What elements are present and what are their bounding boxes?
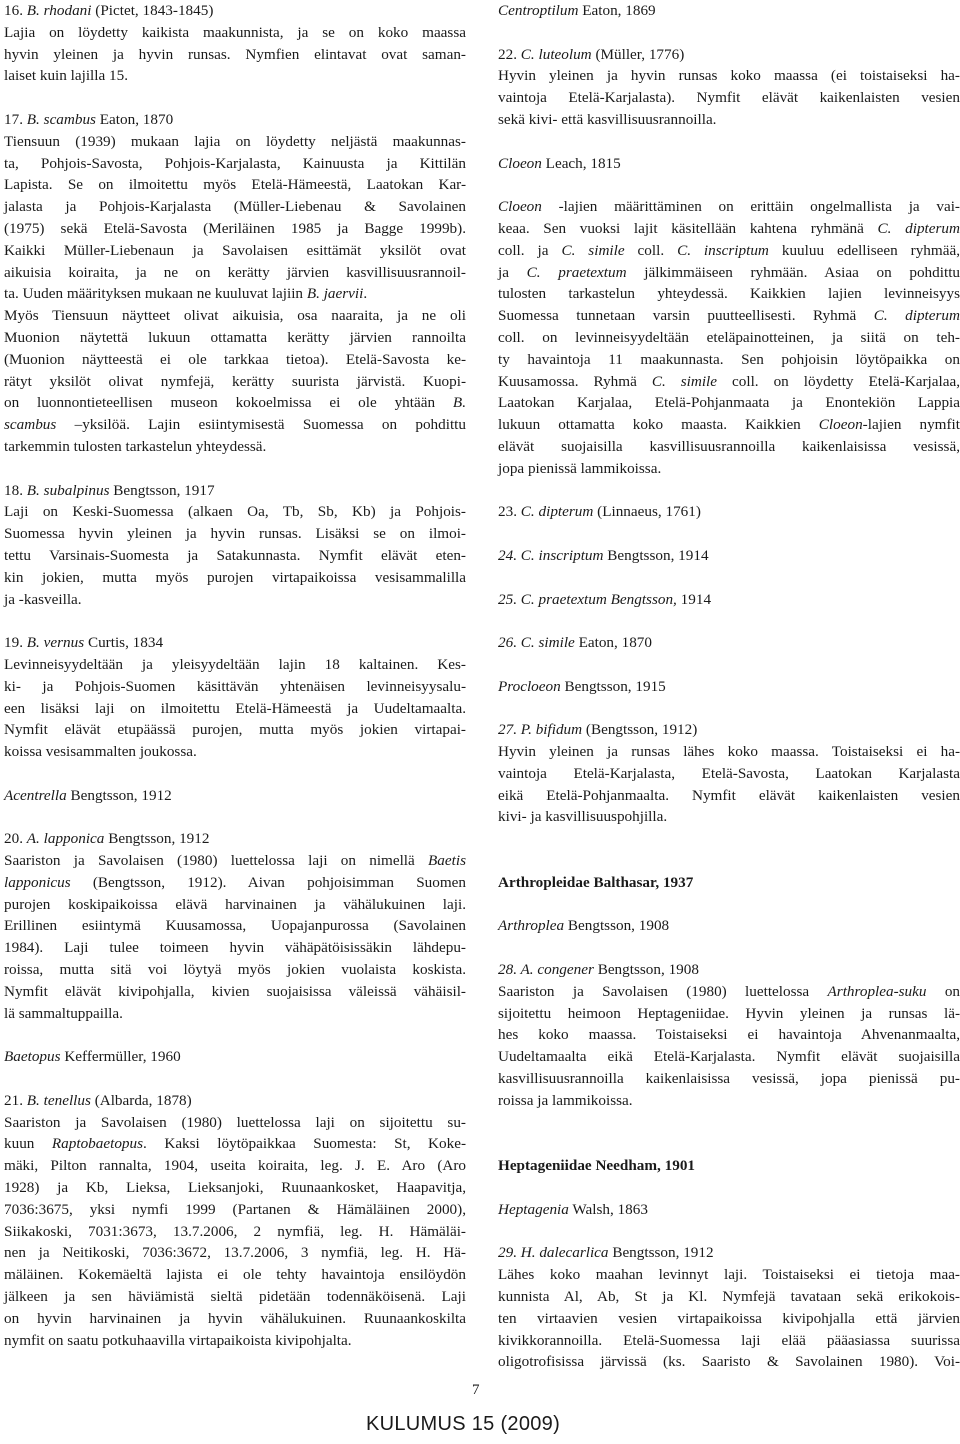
text-line: purojen koskipaikoissa elävä harvinainen ja vähälukuinen laji. <box>4 895 466 913</box>
text-line: ki- ja Pohjois-Suomen käsittävän yhtenäisen levinneisyysalu- <box>4 677 466 695</box>
paragraph-gap <box>498 828 960 850</box>
text-line: 1928) ja Kb, Lieksa, Lieksanjoki, Ruunaankosket, Haapavitja, <box>4 1179 466 1197</box>
paragraph-gap <box>498 610 960 632</box>
text-line: Levinneisyydeltään ja yleisyydeltään lajin 18 kaltainen. Kes- <box>4 655 466 673</box>
paragraph-gap <box>498 174 960 196</box>
text-line: jalasta ja Pohjois-Karjalasta (Müller-Liebenau & Savolainen <box>4 198 466 216</box>
text-line: elävät suojaisilla kasvillisuusrannoilla kaikenlaisissa vesissä, <box>498 437 960 455</box>
text-line: 28. A. congener Bengtsson, 1908 <box>498 961 699 979</box>
left-column <box>4 0 466 1351</box>
paragraph-gap <box>498 654 960 676</box>
text-line: kivikkorannoilla. Etelä-Suomessa laji elää pääasiassa suurissa <box>498 1331 960 1349</box>
text-line: Hyvin yleinen ja runsas lähes koko maassa. Toistaiseksi ei ha- <box>498 743 960 761</box>
text-line: Muonion näytettä lukuun ottamatta kerätty järvien rannoilta <box>4 328 466 346</box>
text-line: kunnista Al, Ab, St ja Kl. Nymfejä tavataan sekä erikokois- <box>498 1288 960 1306</box>
text-line: kivi- ja kasvillisuuspohjilla. <box>498 808 668 826</box>
text-line: Erillinen esiintymä Kuusamossa, Uopajanpurossa (Savolainen <box>4 917 466 935</box>
text-line: 20. A. lapponica Bengtsson, 1912 <box>4 830 210 848</box>
paragraph-gap <box>498 567 960 589</box>
text-line: Arthropleidae Balthasar, 1937 <box>498 873 694 891</box>
text-line: tulosten tarkastelun yhteydessä. Kaikkien lajien levinneisyys <box>498 285 960 303</box>
text-line: scambus –yksilöä. Lajin esiintymisestä Suomessa on pohdittu <box>4 416 466 434</box>
text-line: Kaikki Müller-Liebenaun ja Savolaisen esittämät yksilöt ovat <box>4 241 466 259</box>
text-line: 29. H. dalecarlica Bengtsson, 1912 <box>498 1244 714 1262</box>
text-line: on hyvin harvinainen ja hyvin vähälukuinen. Ruunaankoskilta <box>4 1309 466 1327</box>
text-line: 21. B. tenellus (Albarda, 1878) <box>4 1091 192 1109</box>
paragraph-gap <box>498 698 960 720</box>
paragraph-gap <box>4 763 466 785</box>
paragraph-gap <box>4 87 466 109</box>
text-line: Saariston ja Savolaisen (1980) luettelossa laji on sijoitettu su- <box>4 1113 466 1131</box>
text-line: mäläinen. Kokemäeltä lajista ei ole tehty havaintoja ensilöydön <box>4 1266 466 1284</box>
text-line: Procloeon Bengtsson, 1915 <box>498 677 666 695</box>
text-line: 7036:3675, yksi nymfi 1999 (Partanen & Hämäläinen 2000), <box>4 1200 466 1218</box>
text-line: Cloeon -lajien määrittäminen on erittäin ongelmallista ja vai- <box>498 198 960 216</box>
text-line: 1984). Laji tulee toimeen hyvin vähäpätöisissäkin lähdepu- <box>4 939 466 957</box>
text-line: coll. on levinneisyydeltään eteläpainotteinen, ja siitä on teh- <box>498 328 960 346</box>
paragraph-gap <box>498 894 960 916</box>
text-line: eikä Etelä-Pohjanmaalta. Nymfit elävät kaikenlaisten vesien <box>498 786 960 804</box>
text-line: Saariston ja Savolaisen (1980) luettelossa laji on nimellä Baetis <box>4 852 466 870</box>
text-line: Suomessa tunnetaan varsin puutteellisesti. Ryhmä C. dipterum <box>498 307 960 325</box>
text-line: sekä kivi- että kasvillisuusrannoilla. <box>498 110 717 128</box>
text-line: jälkeen ja sen häviämistä sieltä pidetään todennäköisenä. Laji <box>4 1288 466 1306</box>
text-line: 22. C. luteolum (Müller, 1776) <box>498 45 685 63</box>
text-line: Nymfit elävät etupäässä purojen, mutta myös jokien virtapai- <box>4 721 466 739</box>
text-line: Laatokan Karjalaa, Etelä-Pohjanmaata ja Enontekiön Lappia <box>498 394 960 412</box>
text-line: Uudeltamaalta eikä Etelä-Karjalasta. Nymfit elävät suojaisilla <box>498 1048 960 1066</box>
text-line: laiset kuin lajilla 15. <box>4 67 129 85</box>
text-line: tettu Varsinais-Suomesta ja Satakunnasta. Nymfit elävät eten- <box>4 546 466 564</box>
text-line: 17. B. scambus Eaton, 1870 <box>4 110 174 128</box>
text-line: keaa. Sen vuoksi lajit käsitellään kahtena ryhmänä C. dipterum <box>498 219 960 237</box>
text-line: Heptagenia Walsh, 1863 <box>498 1200 648 1218</box>
text-line: Laji on Keski-Suomessa (alkaen Oa, Tb, Sb, Kb) ja Pohjois- <box>4 503 466 521</box>
text-line: rätyt yksilöt olivat nymfejä, kerätty suurista järvistä. Kuopi- <box>4 372 466 390</box>
text-line: Heptageniidae Needham, 1901 <box>498 1157 696 1175</box>
text-line: 18. B. subalpinus Bengtsson, 1917 <box>4 481 215 499</box>
text-line: ten virtaavien vesien virtapaikoissa kivipohjalla että järvien <box>498 1309 960 1327</box>
text-line: (Muonion näytteestä ei ole tarkkaa tietoa). Etelä-Savosta ke- <box>4 350 466 368</box>
text-line: on luonnontieteellisen museon kokoelmissa ei ole yhtään B. <box>4 394 466 412</box>
text-line: ja -kasveilla. <box>4 590 82 608</box>
text-line: Kuusamossa. Ryhmä C. simile coll. on löydetty Etelä-Karjalaa, <box>498 372 960 390</box>
text-line: nymfit on saatu potkuhaavilla virtapaikoista kivipohjalta. <box>4 1331 352 1349</box>
text-line: ta, Pohjois-Savosta, Pohjois-Karjalasta, Kainuusta ja Kittilän <box>4 154 466 172</box>
paragraph-gap <box>498 1177 960 1199</box>
text-line: kin jokien, mutta myös purojen virtapaikoissa vesisammalilla <box>4 568 466 586</box>
paragraph-gap <box>498 131 960 153</box>
text-line: hyvin yleinen ja hyvin runsas. Nymfien elintavat ovat saman- <box>4 45 466 63</box>
text-line: Cloeon Leach, 1815 <box>498 154 621 172</box>
text-line: Hyvin yleinen ja hyvin runsas koko maassa (ei toistaiseksi ha- <box>498 67 960 85</box>
text-line: kuun Raptobaetopus. Kaksi löytöpaikkaa Suomesta: St, Koke- <box>4 1135 467 1153</box>
paragraph-gap <box>498 937 960 959</box>
text-line: hes koko maassa. Toistaiseksi ei havaintoja Ahvenanmaalta, <box>498 1026 960 1044</box>
paragraph-gap <box>498 1112 960 1134</box>
text-line: een lisäksi laji on ilmoitettu Etelä-Hämeestä ja Uudeltamaalta. <box>4 699 466 717</box>
journal-footer: KULUMUS 15 (2009) <box>366 1413 561 1435</box>
page-number: 7 <box>472 1382 480 1398</box>
text-line: roissa ja lammikoissa. <box>498 1091 633 1109</box>
text-line: roissa, mutta sitä voi löytyä myös jokien vuolaista koskista. <box>4 961 466 979</box>
text-line: mäki, Pilton rannalta, 1904, useita koiraita, leg. J. E. Aro (Aro <box>4 1157 466 1175</box>
text-line: Lapista. Se on ilmoitettu myös Etelä-Hämeestä, Laatokan Kar- <box>4 176 466 194</box>
paragraph-gap <box>4 610 466 632</box>
text-line: lukuun ottamatta koko maasta. Kaikkien Cloeon-lajien nymfit <box>498 416 960 434</box>
text-line: 25. C. praetextum Bengtsson, 1914 <box>498 590 712 608</box>
paragraph-gap <box>498 22 960 44</box>
text-line: ta. Uuden määrityksen mukaan ne kuuluvat lajiin B. jaervii. <box>4 285 368 303</box>
text-line: lapponicus (Bengtsson, 1912). Aivan pohjoisimman Suomen <box>4 873 466 891</box>
text-line: tarkemmin tulosten tarkastelun yhteydessä. <box>4 437 267 455</box>
right-column <box>498 0 960 1373</box>
text-line: vaintoja Etelä-Karjalasta, Etelä-Savosta, Laatokan Karjalasta <box>498 764 960 782</box>
text-line: (1975) sekä Etelä-Savosta (Meriläinen 1985 ja Bagge 1999b). <box>4 219 466 237</box>
text-line: aikuisia koiraita, ja ne on kerätty järvien kasvillisuusrannoil- <box>4 263 466 281</box>
text-line: ty havaintoja 11 maakunnasta. Sen pohjoisin löytöpaikka on <box>498 350 960 368</box>
text-line: Arthroplea Bengtsson, 1908 <box>498 917 670 935</box>
paragraph-gap <box>4 458 466 480</box>
paragraph-gap <box>4 1024 466 1046</box>
paragraph-gap <box>4 1068 466 1090</box>
text-line: 24. C. inscriptum Bengtsson, 1914 <box>498 546 709 564</box>
paragraph-gap <box>498 523 960 545</box>
text-line: Myös Tiensuun näytteet olivat aikuisia, osa naaraita, ja ne oli <box>4 307 466 325</box>
text-line: koissa vesisammalten joukossa. <box>4 743 197 761</box>
text-line: vaintoja Etelä-Karjalasta). Nymfit elävät kaikenlaisten vesien <box>498 89 960 107</box>
text-line: kasvillisuusrannoilla kaikenlaisissa vesissä, jopa pienissä pu- <box>498 1070 960 1088</box>
text-line: Siikakoski, 7031:3673, 13.7.2006, 2 nymfiä, leg. H. Hämäläi- <box>4 1222 466 1240</box>
text-line: coll. ja C. simile coll. C. inscriptum kuuluu edelliseen ryhmää, <box>498 241 960 259</box>
text-line: Suomessa hyvin yleinen ja hyvin runsas. Lisäksi se on ilmoi- <box>4 525 466 543</box>
text-line: nen ja Neitikoski, 7036:3672, 13.7.2006, 3 nymfiä, leg. H. Hä- <box>4 1244 466 1262</box>
text-line: Acentrella Bengtsson, 1912 <box>4 786 172 804</box>
text-line: 23. C. dipterum (Linnaeus, 1761) <box>498 503 701 521</box>
paragraph-gap <box>498 480 960 502</box>
text-line: ja C. praetextum jälkimmäiseen ryhmään. Asiaa on pohdittu <box>498 263 960 281</box>
paragraph-gap <box>498 1221 960 1243</box>
text-line: lä sammaltuppailla. <box>4 1004 123 1022</box>
text-line: oligotrofisissa järvissä (ks. Saaristo & Savolainen 1980). Voi- <box>498 1353 960 1371</box>
text-line: sijoitettu heimoon Heptageniidae. Hyvin yleinen ja runsas lä- <box>498 1004 960 1022</box>
text-line: Lajia on löydetty kaikista maakunnista, ja se on koko maassa <box>4 23 466 41</box>
text-line: Centroptilum Eaton, 1869 <box>498 2 656 19</box>
text-line: Lähes koko maahan levinnyt laji. Toistaiseksi ei tietoja maa- <box>498 1266 960 1284</box>
paragraph-gap <box>498 850 960 872</box>
text-line: Nymfit elävät kivipohjalla, kivien suojaisissa väleissä vähäisil- <box>4 982 466 1000</box>
paragraph-gap <box>498 1133 960 1155</box>
text-line: 27. P. bifidum (Bengtsson, 1912) <box>498 721 698 739</box>
text-line: Baetopus Keffermüller, 1960 <box>4 1048 181 1066</box>
text-line: Saariston ja Savolaisen (1980) luettelossa Arthroplea-suku on <box>498 982 960 1000</box>
text-line: 26. C. simile Eaton, 1870 <box>498 634 652 652</box>
text-line: jopa pienissä lammikoissa. <box>498 459 662 477</box>
text-line: 16. B. rhodani (Pictet, 1843-1845) <box>4 2 214 19</box>
text-line: Tiensuun (1939) mukaan lajia on löydetty neljästä maakunnas- <box>4 132 466 150</box>
paragraph-gap <box>4 806 466 828</box>
text-line: 19. B. vernus Curtis, 1834 <box>4 634 164 652</box>
